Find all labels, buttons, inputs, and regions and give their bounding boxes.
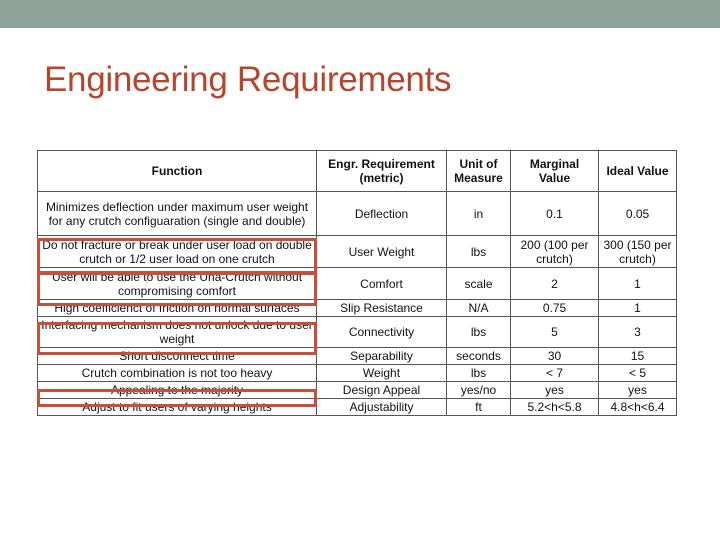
table-row — [38, 365, 677, 382]
cell-unit: lbs — [447, 317, 511, 348]
table-row — [38, 268, 677, 300]
cell-ideal: 0.05 — [599, 192, 677, 236]
table-row — [38, 192, 677, 236]
cell-unit: in — [447, 192, 511, 236]
slide-top-bar — [0, 0, 720, 28]
table-row — [38, 300, 677, 317]
cell-function: User will be able to use the Una-Crutch without compromising comfort — [38, 268, 317, 300]
cell-function: High coefficienct of friction on normal surfaces — [38, 300, 317, 317]
cell-marginal: yes — [511, 382, 599, 399]
slide-title: Engineering Requirements — [44, 60, 452, 99]
table-row — [38, 317, 677, 348]
cell-ideal: < 5 — [599, 365, 677, 382]
cell-function: Appealing to the majority — [38, 382, 317, 399]
cell-ideal: 300 (150 per crutch) — [599, 236, 677, 268]
cell-marginal: 0.1 — [511, 192, 599, 236]
cell-requirement: User Weight — [317, 236, 447, 268]
cell-unit: lbs — [447, 365, 511, 382]
cell-ideal: 15 — [599, 348, 677, 365]
cell-unit: ft — [447, 399, 511, 416]
cell-requirement: Comfort — [317, 268, 447, 300]
cell-requirement: Separability — [317, 348, 447, 365]
cell-marginal: 5 — [511, 317, 599, 348]
cell-unit: lbs — [447, 236, 511, 268]
cell-marginal: 2 — [511, 268, 599, 300]
requirements-table-container — [37, 150, 676, 416]
cell-unit: N/A — [447, 300, 511, 317]
table-header-row — [38, 151, 677, 192]
header-ideal: Ideal Value — [599, 151, 677, 192]
table-row — [38, 399, 677, 416]
cell-ideal: 1 — [599, 300, 677, 317]
cell-function: Crutch combination is not too heavy — [38, 365, 317, 382]
cell-function: Interfacing mechanism does not unlock due to user weight — [38, 317, 317, 348]
cell-requirement: Design Appeal — [317, 382, 447, 399]
cell-ideal: 3 — [599, 317, 677, 348]
table-row — [38, 236, 677, 268]
header-marginal: Marginal Value — [511, 151, 599, 192]
table-row — [38, 348, 677, 365]
cell-ideal: 4.8<h<6.4 — [599, 399, 677, 416]
cell-unit: yes/no — [447, 382, 511, 399]
cell-unit: scale — [447, 268, 511, 300]
header-unit: Unit of Measure — [447, 151, 511, 192]
cell-requirement: Weight — [317, 365, 447, 382]
cell-marginal: 0.75 — [511, 300, 599, 317]
cell-marginal: 5.2<h<5.8 — [511, 399, 599, 416]
cell-marginal: 200 (100 per crutch) — [511, 236, 599, 268]
table-row — [38, 382, 677, 399]
cell-marginal: < 7 — [511, 365, 599, 382]
cell-function: Do not fracture or break under user load on double crutch or 1/2 user load on one crutch — [38, 236, 317, 268]
header-requirement: Engr. Requirement (metric) — [317, 151, 447, 192]
cell-marginal: 30 — [511, 348, 599, 365]
cell-unit: seconds — [447, 348, 511, 365]
requirements-table — [37, 150, 677, 416]
cell-function: Minimizes deflection under maximum user weight for any crutch configuaration (single and double) — [38, 192, 317, 236]
cell-requirement: Slip Resistance — [317, 300, 447, 317]
cell-function: Adjust to fit users of varying heights — [38, 399, 317, 416]
cell-ideal: yes — [599, 382, 677, 399]
cell-requirement: Connectivity — [317, 317, 447, 348]
cell-requirement: Adjustability — [317, 399, 447, 416]
cell-function: Short disconnect time — [38, 348, 317, 365]
cell-ideal: 1 — [599, 268, 677, 300]
cell-requirement: Deflection — [317, 192, 447, 236]
header-function: Function — [38, 151, 317, 192]
